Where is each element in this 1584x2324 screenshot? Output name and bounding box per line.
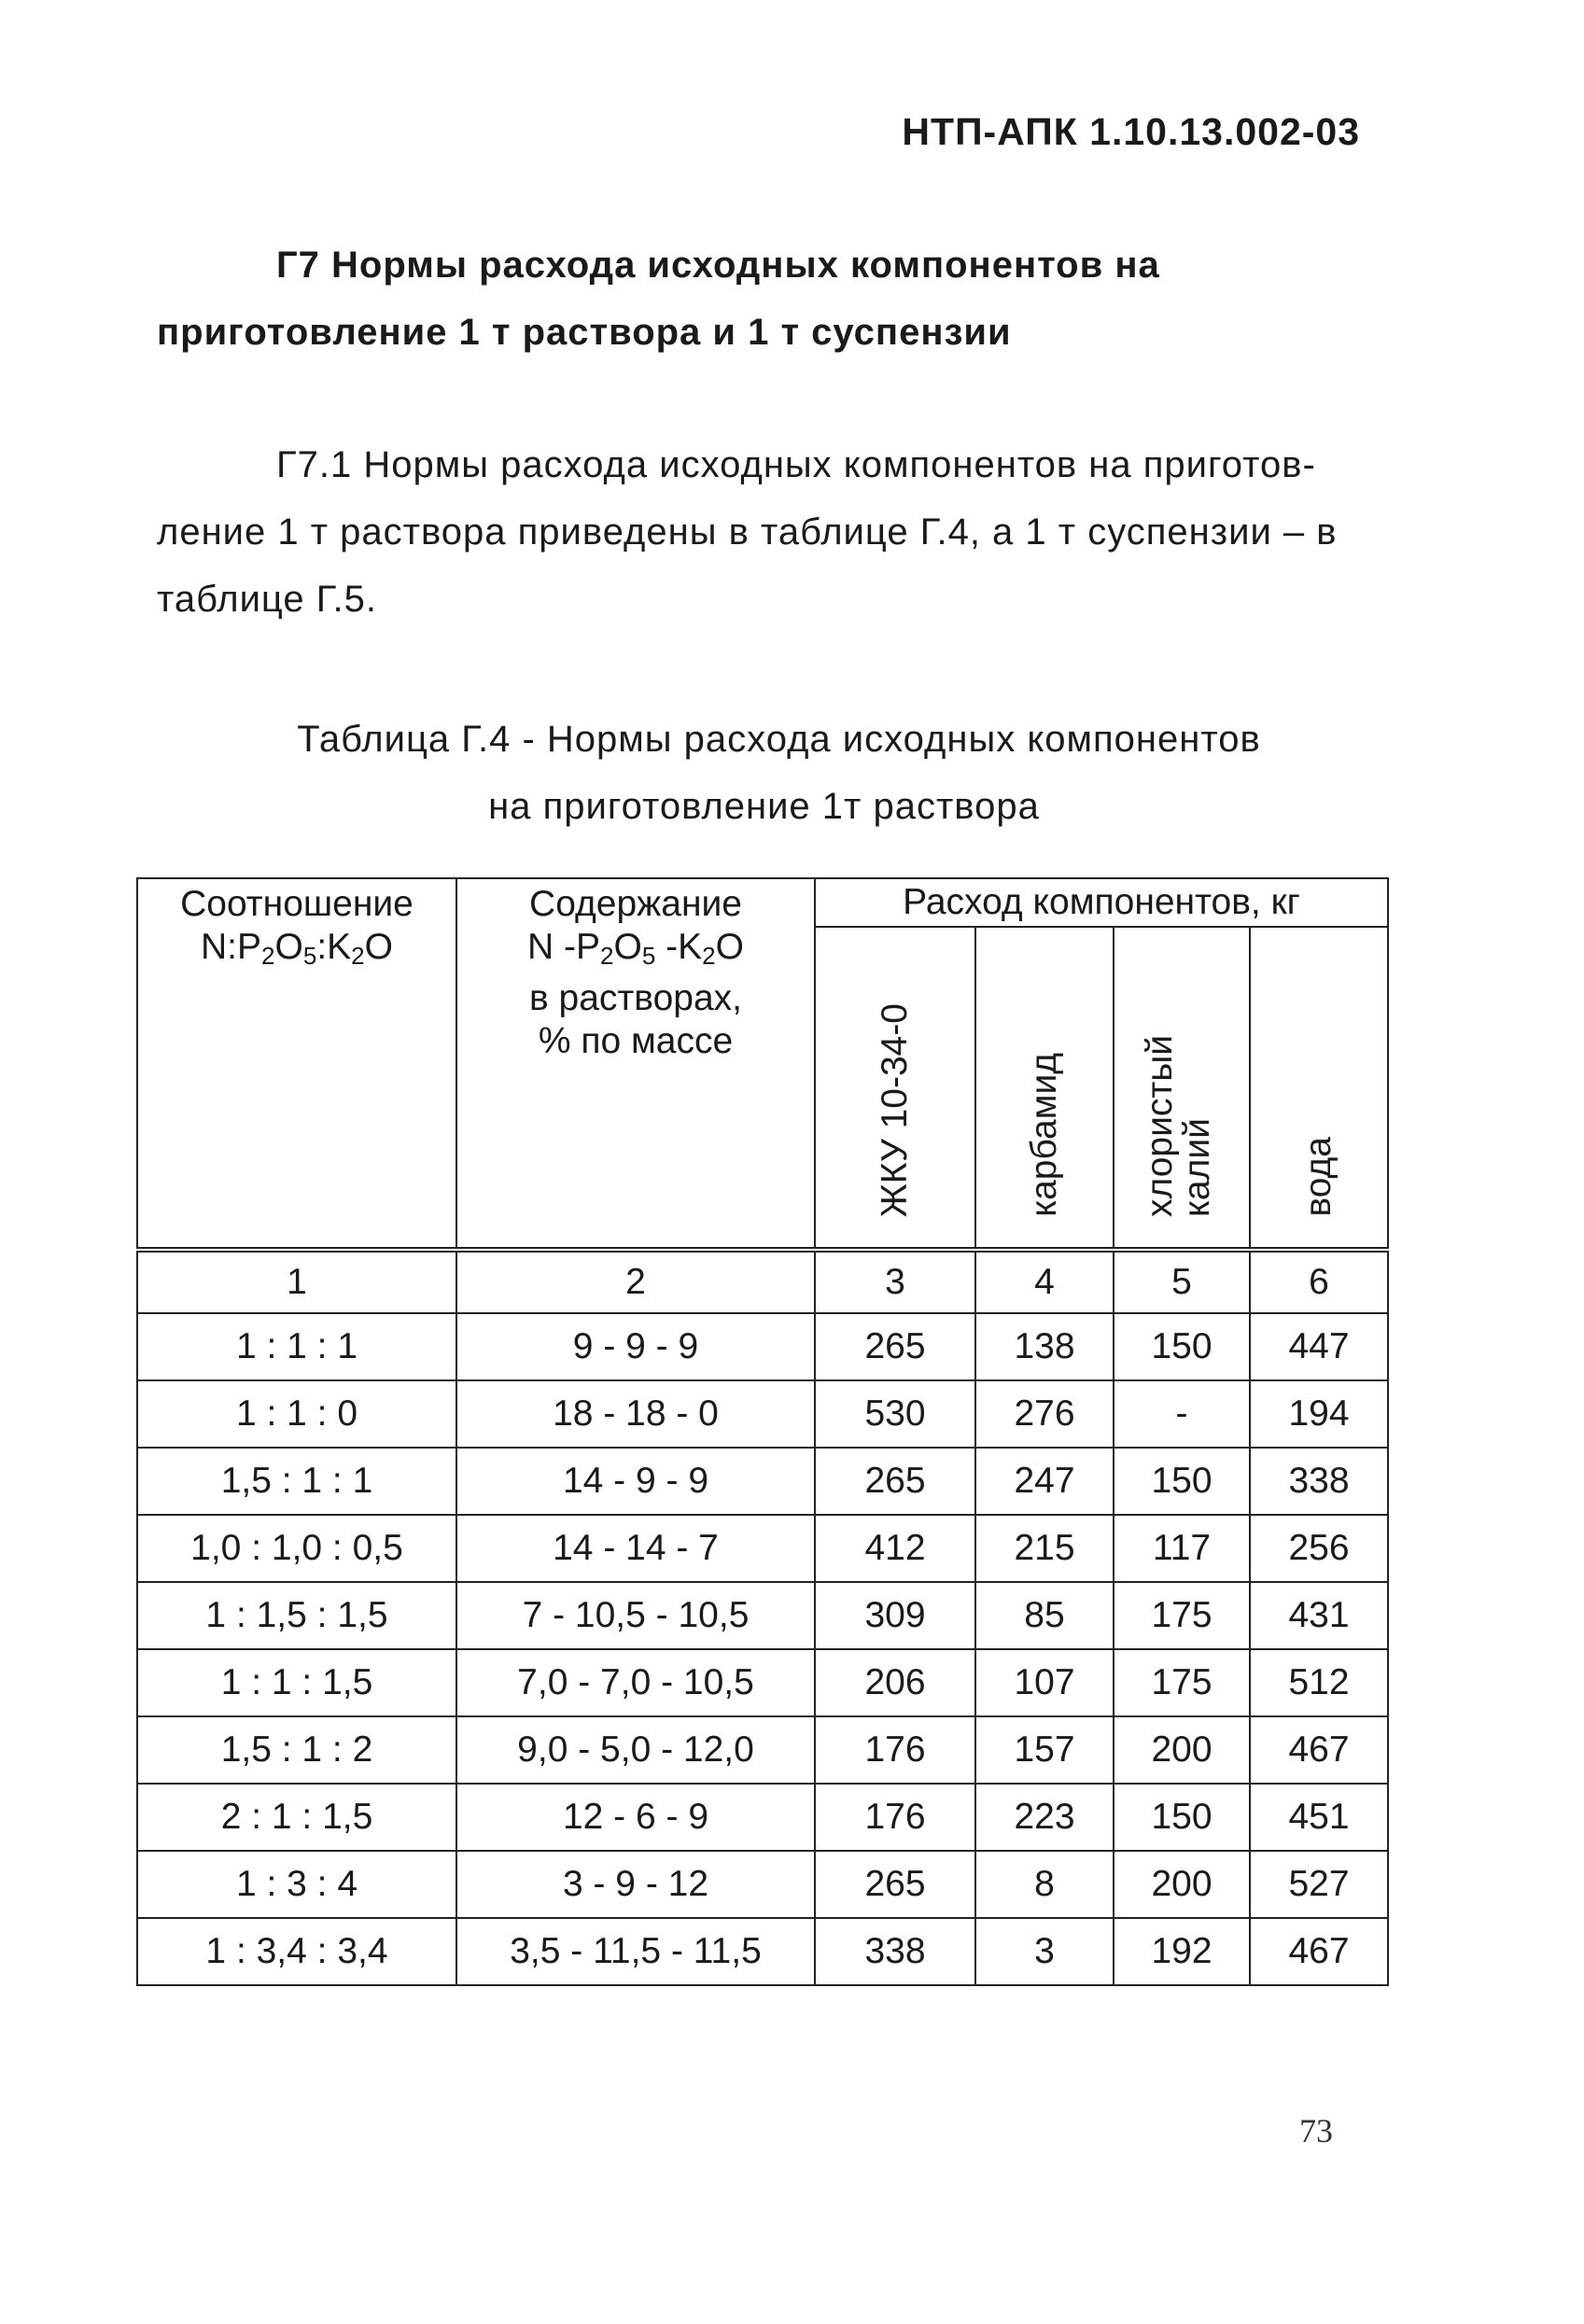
content-header-line-4: % по массе [538,1021,734,1061]
table-cell: 1 : 1 : 0 [137,1380,456,1448]
paragraph-line-2: ление 1 т раствора приведены в таблице Г.4, а 1 т суспензии – в [157,511,1338,553]
table-cell: 2 : 1 : 1,5 [137,1784,456,1851]
table-row [137,1716,1388,1784]
content-header-line-3: в растворах, [529,978,742,1018]
table-row [137,1784,1388,1851]
ratio-column-header [137,878,456,1250]
formula-subscript: 2 [351,942,365,970]
sub-header-potassium-chloride [1114,927,1250,1250]
page-number: 73 [1299,2112,1333,2149]
table-cell: 527 [1250,1851,1388,1918]
table-cell: 176 [815,1784,975,1851]
table-cell: 1 : 3 : 4 [137,1851,456,1918]
formula-part: O [364,927,393,967]
column-number: 4 [975,1250,1114,1313]
table-cell: 431 [1250,1582,1388,1649]
table-cell: 107 [975,1649,1114,1716]
table-cell: 206 [815,1649,975,1716]
table-cell: 1 : 3,4 : 3,4 [137,1918,456,1985]
content-column-header [456,878,815,1250]
table-cell: 451 [1250,1784,1388,1851]
sub-header-label: вода [1298,1137,1339,1217]
table-cell: 1,5 : 1 : 2 [137,1716,456,1784]
table-row [137,1851,1388,1918]
table-cell: 175 [1114,1582,1250,1649]
table-cell: 150 [1114,1313,1250,1380]
table-row [137,1918,1388,1985]
formula-part: O [613,927,642,967]
table-cell: 9 - 9 - 9 [456,1313,815,1380]
ratio-header-line-1: Соотношение [180,884,414,924]
formula-subscript: 2 [702,942,716,970]
table-cell: 3 [975,1918,1114,1985]
document-code: НТП-АПК 1.10.13.002-03 [902,110,1360,153]
sub-header-zhku [815,927,975,1250]
table-cell: 215 [975,1515,1114,1582]
table-cell: 265 [815,1448,975,1515]
formula-subscript: 2 [600,942,614,970]
table-cell: - [1114,1380,1250,1448]
table-cell: 200 [1114,1851,1250,1918]
table-row [137,1313,1388,1380]
table-cell: 150 [1114,1448,1250,1515]
table-cell: 530 [815,1380,975,1448]
table-cell: 157 [975,1716,1114,1784]
table-cell: 85 [975,1582,1114,1649]
table-cell: 7,0 - 7,0 - 10,5 [456,1649,815,1716]
table-row [137,1448,1388,1515]
formula-subscript: 5 [302,942,317,970]
body-paragraph [157,431,1370,633]
formula-subscript: 5 [641,942,656,970]
table-caption-line-1: Таблица Г.4 - Нормы расхода исходных компонентов [297,719,1261,760]
column-number: 1 [137,1250,456,1313]
table-cell: 192 [1114,1918,1250,1985]
table-cell: 467 [1250,1918,1388,1985]
formula-part: O [715,927,744,967]
table-row [137,1649,1388,1716]
column-number: 5 [1114,1250,1250,1313]
table-cell: 200 [1114,1716,1250,1784]
table-cell: 3,5 - 11,5 - 11,5 [456,1918,815,1985]
content-header-line-1: Содержание [529,884,742,924]
sub-header-label: хлористый калий [1140,1034,1217,1217]
section-heading-line-2: приготовление 1 т раствора и 1 т суспензии [157,312,1012,353]
formula-subscript: 2 [261,942,275,970]
table-cell: 1 : 1,5 : 1,5 [137,1582,456,1649]
table-cell: 338 [1250,1448,1388,1515]
table-cell: 223 [975,1784,1114,1851]
paragraph-line-3: таблице Г.5. [157,579,377,620]
sub-header-label: ЖКУ 10-34-0 [875,1002,915,1217]
table-cell: 256 [1250,1515,1388,1582]
table-cell: 14 - 14 - 7 [456,1515,815,1582]
table-cell: 117 [1114,1515,1250,1582]
consumption-group-header: Расход компонентов, кг [815,878,1388,927]
ratio-header-formula [138,926,456,977]
table-cell: 3 - 9 - 12 [456,1851,815,1918]
column-number: 2 [456,1250,815,1313]
table-cell: 512 [1250,1649,1388,1716]
table-cell: 467 [1250,1716,1388,1784]
table-cell: 412 [815,1515,975,1582]
table-row [137,1380,1388,1448]
section-heading [157,231,1370,366]
table-cell: 1,5 : 1 : 1 [137,1448,456,1515]
table-cell: 194 [1250,1380,1388,1448]
table-row [137,1582,1388,1649]
sub-header-label: карбамид [1024,1053,1064,1217]
sub-header-carbamide [975,927,1114,1250]
content-header-formula [457,926,814,977]
table-cell: 138 [975,1313,1114,1380]
table-cell: 176 [815,1716,975,1784]
table-cell: 276 [975,1380,1114,1448]
column-number: 3 [815,1250,975,1313]
table-row [137,1515,1388,1582]
table-cell: 265 [815,1313,975,1380]
formula-part: :K [316,927,352,967]
table-cell: 247 [975,1448,1114,1515]
formula-part: N -P [527,927,601,967]
table-cell: 8 [975,1851,1114,1918]
table-cell: 1 : 1 : 1 [137,1313,456,1380]
table-cell: 7 - 10,5 - 10,5 [456,1582,815,1649]
table-cell: 14 - 9 - 9 [456,1448,815,1515]
table-cell: 1 : 1 : 1,5 [137,1649,456,1716]
table-caption-line-2: на приготовление 1т раствора [488,786,1040,827]
sub-header-water [1250,927,1388,1250]
table-cell: 18 - 18 - 0 [456,1380,815,1448]
table-cell: 12 - 6 - 9 [456,1784,815,1851]
column-number-row [137,1250,1388,1313]
table-cell: 9,0 - 5,0 - 12,0 [456,1716,815,1784]
paragraph-line-1: Г7.1 Нормы расхода исходных компонентов на приготов- [276,444,1316,485]
section-heading-line-1: Г7 Нормы расхода исходных компонентов на [276,245,1160,286]
table-cell: 309 [815,1582,975,1649]
column-number: 6 [1250,1250,1388,1313]
table-cell: 175 [1114,1649,1250,1716]
table-cell: 265 [815,1851,975,1918]
formula-part: N:P [201,927,262,967]
table-cell: 447 [1250,1313,1388,1380]
formula-part: O [274,927,303,967]
table-cell: 338 [815,1918,975,1985]
norms-table [136,877,1389,1986]
formula-part: -K [655,927,703,967]
table-cell: 150 [1114,1784,1250,1851]
table-cell: 1,0 : 1,0 : 0,5 [137,1515,456,1582]
